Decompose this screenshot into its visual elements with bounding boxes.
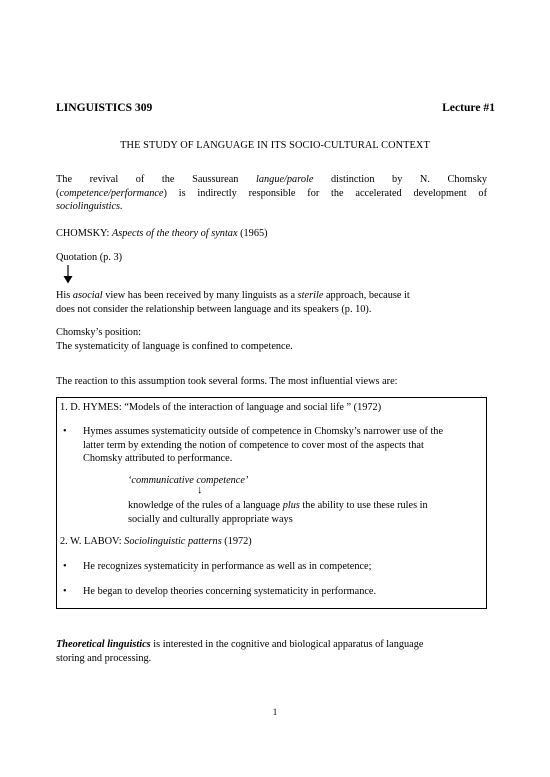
communicative-competence-term: ‘communicative competence’ — [128, 475, 249, 486]
labov-bullet-2: He began to develop theories concerning systematicity in performance. — [83, 586, 377, 597]
bullet-icon: • — [63, 426, 67, 437]
position-text: The systematicity of language is confined to competence. — [56, 340, 293, 352]
intro-line-3: sociolinguistics. — [56, 201, 123, 212]
hymes-item: 1. D. HYMES: “Models of the interaction of language and social life ” (1972) — [60, 402, 382, 413]
labov-bullet-1: He recognizes systematicity in performance as well as in competence; — [83, 561, 372, 572]
bullet-icon: • — [63, 586, 67, 597]
lecture-number: Lecture #1 — [442, 101, 495, 114]
page-title: THE STUDY OF LANGUAGE IN ITS SOCIO-CULTURAL CONTEXT — [120, 140, 430, 151]
page-number: 1 — [272, 707, 278, 717]
hymes-bullet-line-3: Chomsky attributed to performance. — [83, 453, 233, 464]
knowledge-line-1: knowledge of the rules of a language plus the ability to use these rules in — [128, 500, 428, 511]
quotation-label: Quotation (p. 3) — [56, 252, 123, 263]
down-arrow-icon — [62, 265, 74, 284]
intro-line-2: (competence/performance) is indirectly responsible for the accelerated development of — [56, 187, 487, 199]
competence-performance-term: competence/performance — [59, 187, 164, 199]
asocial-line-1: His asocial view has been received by many linguists as a sterile approach, because it — [56, 290, 410, 301]
labov-item: 2. W. LABOV: Sociolinguistic patterns (1972) — [60, 536, 252, 547]
hymes-bullet-line-2: latter term by extending the notion of competence to cover most of the aspects that — [83, 439, 424, 451]
intro-line-1: The revival of the Saussurean langue/parole distinction by N. Chomsky — [56, 174, 488, 185]
theoretical-line-1: Theoretical linguistics is interested in the cognitive and biological apparatus of language — [56, 639, 424, 650]
chomsky-reference: CHOMSKY: Aspects of the theory of syntax (1965) — [56, 228, 268, 239]
position-label: Chomsky’s position: — [56, 327, 141, 338]
knowledge-line-2: socially and culturally appropriate ways — [128, 513, 293, 525]
small-down-arrow-icon: ↓ — [197, 484, 203, 496]
theoretical-line-2: storing and processing. — [56, 652, 152, 664]
reaction-text: The reaction to this assumption took several forms. The most influential views are: — [56, 376, 398, 387]
hymes-bullet-line-1: Hymes assumes systematicity outside of competence in Chomsky’s narrower use of the — [83, 426, 444, 437]
langue-parole-term: langue/parole — [256, 174, 314, 185]
bullet-icon: • — [63, 561, 67, 572]
course-heading: LINGUISTICS 309 — [56, 101, 153, 114]
asocial-line-2: does not consider the relationship between language and its speakers (p. 10). — [56, 303, 372, 315]
